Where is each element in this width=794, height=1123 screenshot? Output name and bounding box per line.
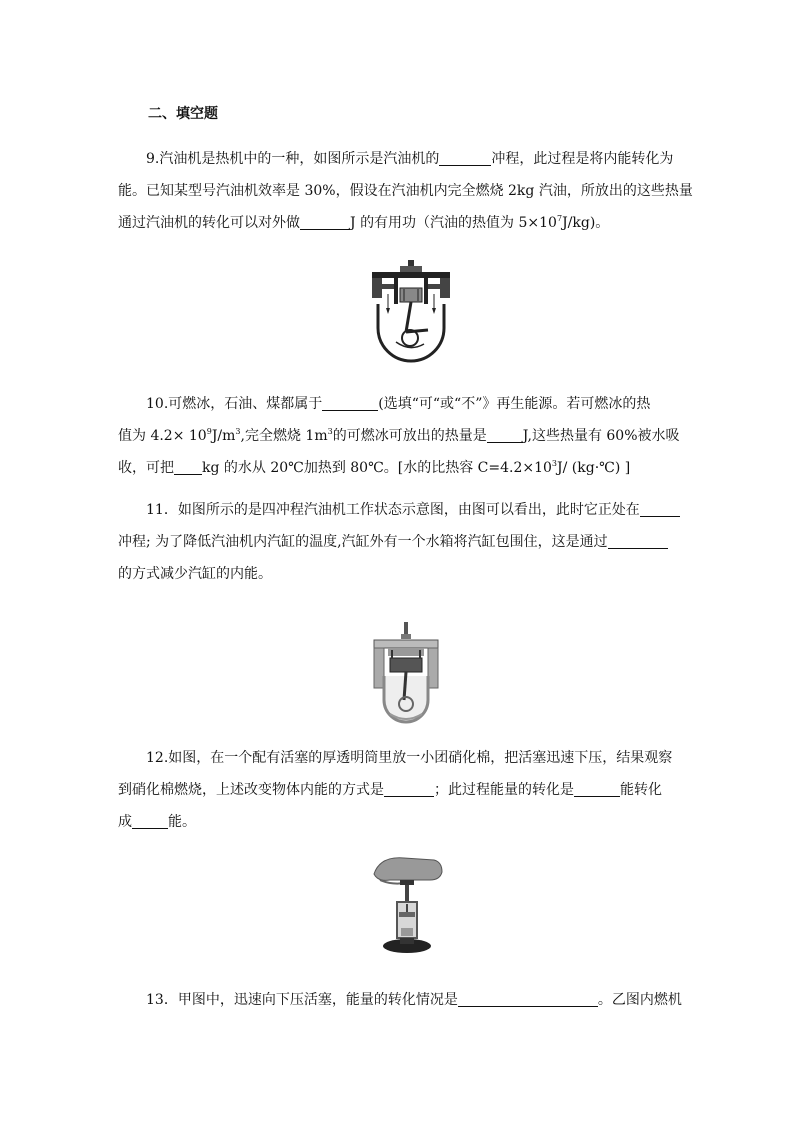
answer-blank <box>487 426 523 443</box>
answer-blank <box>608 532 668 549</box>
engine-stroke-diagram-1 <box>370 258 452 368</box>
question-13: 13．甲图中，迅速向下压活塞，能量的转化情况是 。乙图内燃机 <box>146 992 682 1008</box>
question-11: 11．如图所示的是四冲程汽油机工作状态示意图，由图可以看出，此时它正处在 冲程; 为了降低汽油机内汽缸的温度,汽缸外有一个水箱将汽缸包围住，这是通过 的方式减少汽缸的内能。 <box>118 494 678 590</box>
question-10: 10.可燃冰，石油、煤都属于 (选填“可“或“不”》再生能源。若可燃冰的热 值为 $4.2\times 10^9J/m^3$,完全燃烧 $1m^3$的可燃冰可放出的热量是 J,这些热量有 60%被水吸 收，可把 kg 的水从 20℃加热到 80℃。[水的比热容 $C=4.2\times 10^3J/$ (kg·℃) ] <box>118 396 680 476</box>
section-title: 二、填空题 <box>148 106 218 122</box>
question-9: 9.汽油机是热机中的一种，如图所示是汽油机的 冲程，此过程是将内能转化为 能。已知某型号汽油机效率是 30%，假设在汽油机内完全燃烧 2kg 汽油，所放出的这些热量 通过汽油机的转化可以对外做 J 的有用功（汽油的热值为 $5\times 10^7J/kg$)。 <box>118 151 693 231</box>
answer-blank <box>174 458 202 475</box>
answer-blank <box>384 780 434 797</box>
answer-blank <box>132 812 168 829</box>
compression-tube-figure <box>370 850 446 956</box>
question-12: 12.如图，在一个配有活塞的厚透明筒里放一小团硝化棉，把活塞迅速下压，结果观察 到硝化棉燃烧，上述改变物体内能的方式是 ；此过程能量的转化是 能转化 成 能。 <box>118 750 673 830</box>
answer-blank <box>300 213 350 230</box>
engine-stroke-diagram-2 <box>370 620 442 728</box>
answer-blank <box>322 394 378 411</box>
answer-blank <box>458 990 598 1007</box>
answer-blank <box>574 780 620 797</box>
answer-blank <box>439 149 491 166</box>
answer-blank <box>640 500 680 517</box>
